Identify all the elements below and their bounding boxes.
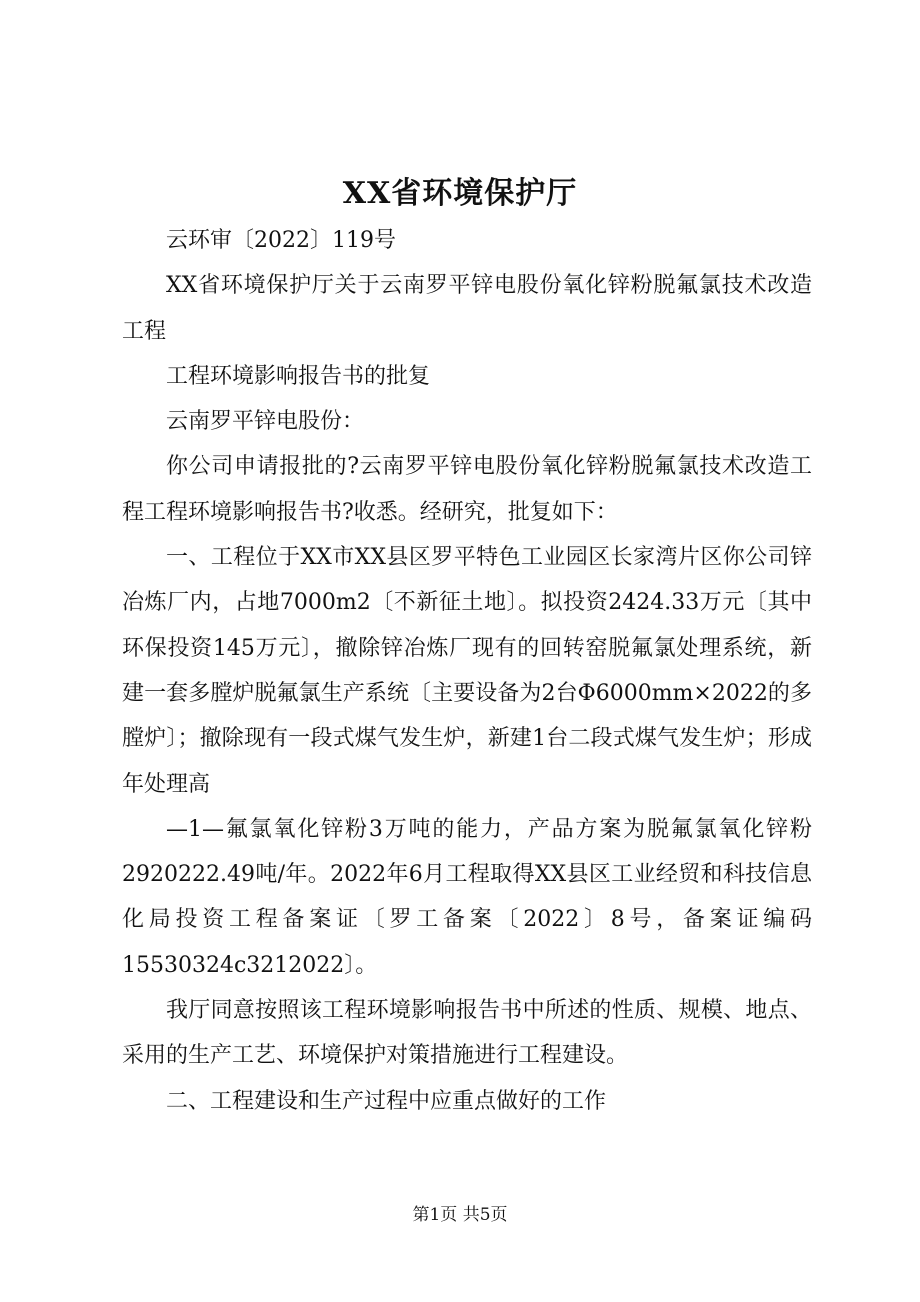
paragraph-section-1: 一、工程位于XX市XX县区罗平特色工业园区长家湾片区你公司锌冶炼厂内，占地7000m2〔不新征土地〕。拟投资2424.33万元〔其中环保投资145万元〕，撤除锌冶炼厂现有的回转窑脱氟氯处理系统，新建一套多膛炉脱氟氯生产系统〔主要设备为2台Φ6000mm×2022的多膛炉〕；撤除现有一段式煤气发生炉，新建1台二段式煤气发生炉；形成年处理高 bbox=[122, 545, 812, 797]
document-number: 云环审〔2022〕119号 bbox=[166, 228, 396, 253]
page-footer: 第1页 共5页 bbox=[412, 1205, 508, 1225]
document-title: XX省环境保护厅 bbox=[342, 176, 578, 211]
document-subject-line-1: XX省环境保护厅关于云南罗平锌电股份氧化锌粉脱氟氯技术改造工程 bbox=[122, 273, 812, 344]
document-subject-line-2: 工程环境影响报告书的批复 bbox=[166, 363, 431, 389]
addressee: 云南罗平锌电股份： bbox=[166, 409, 365, 435]
paragraph-intro: 你公司申请报批的?云南罗平锌电股份氧化锌粉脱氟氯技术改造工程工程环境影响报告书?收悉。经研究，批复如下： bbox=[122, 454, 812, 525]
paragraph-approval: 我厅同意按照该工程环境影响报告书中所述的性质、规模、地点、采用的生产工艺、环境保护对策措施进行工程建设。 bbox=[122, 998, 812, 1069]
paragraph-section-1-continued: —1—氟氯氧化锌粉3万吨的能力，产品方案为脱氟氯氧化锌粉2920222.49吨/年。2022年6月工程取得XX县区工业经贸和科技信息化局投资工程备案证〔罗工备案〔2022〕8号，备案证编码15530324c3212022〕。 bbox=[122, 816, 812, 978]
document-body bbox=[122, 218, 812, 1124]
paragraph-section-2-heading: 二、工程建设和生产过程中应重点做好的工作 bbox=[166, 1088, 607, 1114]
